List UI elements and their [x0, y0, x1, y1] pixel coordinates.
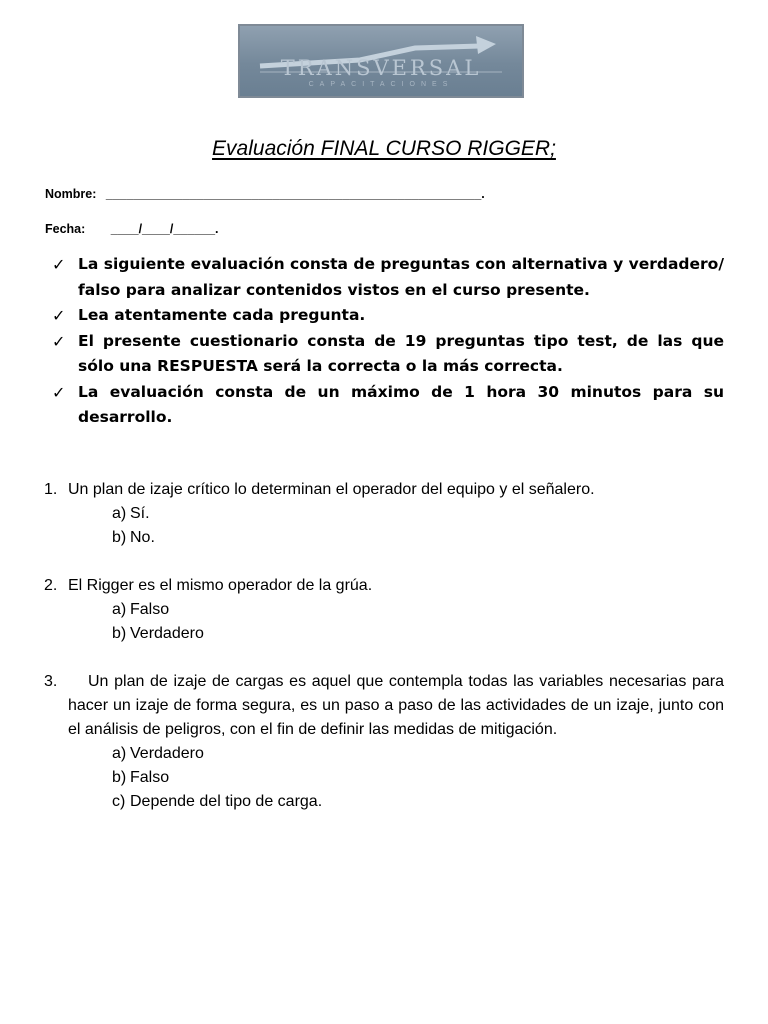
- instruction-text: La siguiente evaluación consta de preguntas con alternativa y verdadero/ falso para analizar contenidos vistos en el curso presente.: [78, 255, 724, 299]
- option-letter: c): [112, 793, 126, 810]
- answer-option: [44, 526, 724, 550]
- question-1: [44, 478, 724, 550]
- checkmark-icon: ✓: [52, 331, 66, 351]
- logo-brand: TRANSVERSAL: [280, 56, 482, 80]
- instruction-item: [52, 303, 724, 329]
- fecha-label: Fecha:: [45, 222, 86, 236]
- checkmark-icon: ✓: [52, 255, 66, 274]
- answer-option: [44, 598, 724, 622]
- option-letter: a): [112, 505, 127, 522]
- question-text: El Rigger es el mismo operador de la grúa.: [68, 577, 373, 594]
- nombre-field: [45, 187, 485, 201]
- instruction-item: [52, 252, 724, 303]
- answer-option: [44, 766, 724, 790]
- option-text: Sí.: [130, 505, 150, 522]
- option-text: Verdadero: [130, 745, 204, 762]
- nombre-label: Nombre:: [45, 187, 97, 201]
- nombre-blank: ______________________________________________________.: [105, 187, 485, 201]
- instruction-item: [52, 329, 724, 380]
- option-text: Falso: [130, 769, 170, 786]
- logo-tagline: CAPACITACIONES: [308, 81, 454, 88]
- instruction-text: El presente cuestionario consta de 19 preguntas tipo test, de las que sólo una RESPUESTA será la correcta o la más correcta.: [78, 331, 724, 375]
- question-2: [44, 574, 724, 646]
- question-stem: [44, 670, 724, 742]
- option-text: Verdadero: [130, 625, 204, 642]
- answer-option: [44, 622, 724, 646]
- option-letter: b): [112, 769, 127, 786]
- answer-option: [44, 790, 724, 814]
- question-number: 2.: [44, 577, 58, 594]
- fecha-field: [45, 222, 219, 236]
- option-letter: a): [112, 601, 127, 618]
- instruction-text: La evaluación consta de un máximo de 1 hora 30 minutos para su desarrollo.: [78, 382, 724, 426]
- question-number: 3.: [44, 673, 58, 690]
- transversal-logo: [238, 24, 524, 98]
- option-letter: b): [112, 529, 127, 546]
- instruction-item: [52, 380, 724, 431]
- checkmark-icon: ✓: [52, 306, 66, 325]
- question-text: Un plan de izaje de cargas es aquel que contempla todas las variables necesarias para hacer un izaje de forma segura, es un paso a paso de las actividades de un izaje, junto con el análisis de peligros, con el fin de definir las medidas de mitigación.: [68, 673, 724, 738]
- instruction-text: Lea atentamente cada pregunta.: [78, 306, 366, 324]
- document-title: Evaluación FINAL CURSO RIGGER;: [212, 137, 556, 160]
- option-letter: b): [112, 625, 127, 642]
- question-text: Un plan de izaje crítico lo determinan el operador del equipo y el señalero.: [68, 481, 595, 498]
- question-number: 1.: [44, 481, 58, 498]
- answer-option: [44, 502, 724, 526]
- questions-list: [44, 478, 724, 838]
- answer-option: [44, 742, 724, 766]
- question-3: [44, 670, 724, 814]
- option-letter: a): [112, 745, 127, 762]
- checkmark-icon: ✓: [52, 382, 66, 402]
- option-text: No.: [130, 529, 155, 546]
- fecha-blank: ____/____/______.: [110, 222, 219, 236]
- question-stem: [44, 478, 724, 502]
- option-text: Depende del tipo de carga.: [130, 793, 323, 810]
- question-stem: [44, 574, 724, 598]
- option-text: Falso: [130, 601, 170, 618]
- instructions-list: [52, 252, 724, 431]
